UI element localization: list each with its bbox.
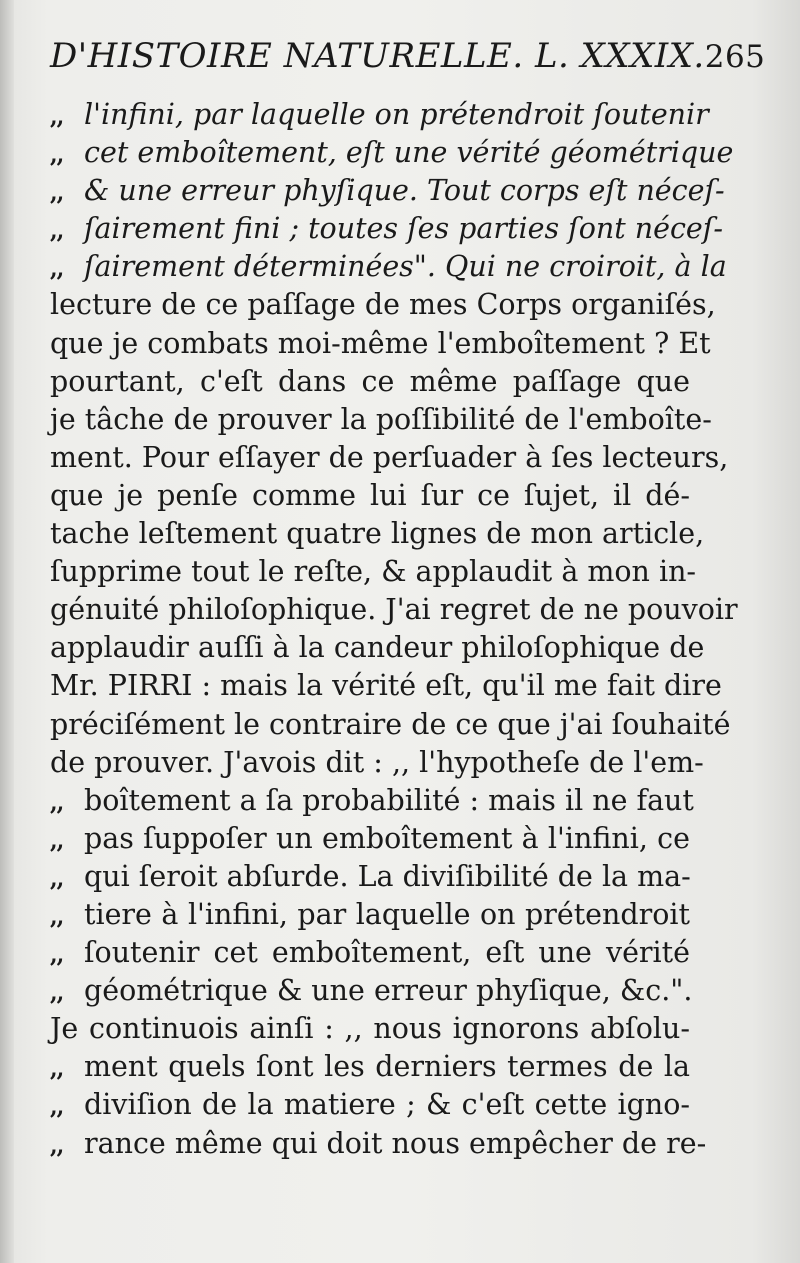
text-line [50,553,697,591]
text-line [50,820,690,858]
line-text: ment. Pour eſſayer de perſuader à ſes lecteurs, [50,440,729,474]
line-text: pourtant, c'eſt dans ce même paſſage que [50,364,690,398]
line-text: Mr. PIRRI : mais la vérité eſt, qu'il me fait dire [50,669,722,703]
line-text: de prouver. J'avois dit : ,, l'hypotheſe de l'em- [50,745,704,779]
line-text: ſupprime tout le reſte, & applaudit à mon in- [50,555,697,589]
page-gutter-edge [0,0,14,1263]
text-line [50,248,727,286]
line-text: cet emboîtement, eſt une vérité géométrique [84,136,734,170]
quote-mark: ,, [50,142,64,169]
text-line [50,858,690,896]
text-line [50,591,738,629]
page-number: 265 [704,39,766,75]
running-head-title: D'HISTOIRE NATURELLE. L. XXXIX. [50,36,705,76]
text-line [50,325,711,363]
quote-mark: ,, [50,218,64,245]
text-line [50,1086,690,1124]
quote-mark: ,, [50,865,64,892]
line-text: ment quels ſont les derniers termes de la [84,1050,690,1084]
line-text: géométrique & une erreur phyſique, &c.". [84,974,693,1008]
text-line [50,401,712,439]
text-line [50,896,690,934]
line-text: génuité philoſophique. J'ai regret de ne pouvoir [50,593,738,627]
line-text: tiere à l'infini, par laquelle on prétendroit [84,897,690,931]
line-text: tache leſtement quatre lignes de mon article, [50,517,705,551]
line-text: l'infini, par laquelle on prétendroit ſoutenir [84,98,709,131]
quote-mark: ,, [50,903,64,930]
line-text: rance même qui doit nous empêcher de re- [84,1126,707,1160]
line-text: lecture de ce paſſage de mes Corps organiſés, [50,288,716,322]
text-line [50,477,690,515]
line-text: préciſément le contraire de ce que j'ai ſouhaité [50,707,731,741]
line-text: Je continuois ainſi : ,, nous ignorons abſolu- [50,1012,690,1046]
quote-mark: ,, [50,980,64,1007]
running-head [50,36,766,76]
body-text [50,96,738,1163]
line-text: pas ſuppoſer un emboîtement à l'infini, ce [84,821,690,855]
line-text: ſairement déterminées". Qui ne croiroit, à la [84,250,727,284]
line-text: que je combats moi-même l'emboîtement ? Et [50,326,711,360]
text-line [50,439,729,477]
text-line [50,286,716,324]
text-line [50,629,705,667]
quote-mark: ,, [50,256,64,283]
quote-mark: ,, [50,104,64,130]
line-text: diviſion de la matiere ; & c'eſt cette igno- [84,1088,690,1122]
line-text: & une erreur phyſique. Tout corps eſt néceſ- [84,174,725,208]
quote-mark: ,, [50,789,64,816]
text-line [50,744,704,782]
line-text: qui ſeroit abſurde. La diviſibilité de la ma- [84,859,691,893]
text-line [50,515,705,553]
line-text: que je penſe comme lui ſur ce ſujet, il dé- [50,478,690,512]
line-text: je tâche de prouver la poſſibilité de l'emboîte- [50,402,712,436]
text-line [50,134,734,172]
quote-mark: ,, [50,827,64,854]
quote-mark: ,, [50,942,64,969]
text-line [50,96,709,134]
text-line [50,210,723,248]
text-line [50,1048,690,1086]
text-line [50,706,731,744]
text-line [50,934,690,972]
quote-mark: ,, [50,180,64,207]
text-line [50,363,690,401]
text-line [50,667,722,705]
line-text: applaudir auſſi à la candeur philoſophique de [50,631,705,665]
text-line [50,172,725,210]
text-line [50,1010,690,1048]
line-text: ſairement fini ; toutes ſes parties ſont néceſ- [84,212,723,246]
text-line [50,972,693,1010]
quote-mark: ,, [50,1056,64,1083]
text-line [50,1125,707,1163]
line-text: ſoutenir cet emboîtement, eſt une vérité [84,936,690,970]
text-line [50,782,694,820]
quote-mark: ,, [50,1094,64,1121]
line-text: boîtement a ſa probabilité : mais il ne faut [84,783,694,817]
quote-mark: ,, [50,1132,64,1159]
